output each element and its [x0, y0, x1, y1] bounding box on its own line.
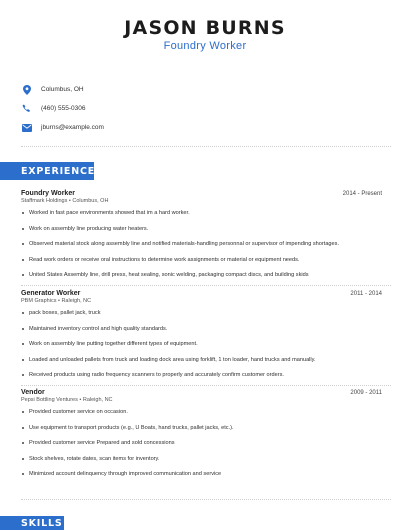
section-heading-experience: EXPERIENCE [0, 162, 94, 180]
job-bullet: United States Assembly line, drill press, heat sealing, sonic welding, packaging compact discs, and building skids [21, 272, 382, 279]
job-bullet: Worked in fast pace environments showed that im a hard worker. [21, 210, 382, 217]
phone-icon [21, 103, 32, 114]
job-dates: 2014 - Present [342, 191, 382, 197]
job-entry [21, 389, 382, 478]
job-bullet: Work on assembly line producing water heaters. [21, 226, 382, 233]
job-role: Foundry Worker [163, 40, 247, 52]
job-title: Foundry Worker [21, 190, 75, 197]
job-bullet-list [21, 310, 382, 379]
company-name: PBM Graphics [21, 298, 57, 304]
job-company-line: PBM Graphics • Raleigh, NC [21, 298, 92, 304]
job-dates: 2011 - 2014 [350, 291, 382, 297]
contact-phone-text: (460) 555-0306 [41, 105, 86, 112]
job-bullet: Read work orders or receive oral instructions to determine work assignments or material or equipment needs. [21, 257, 382, 264]
company-name: Staffmark Holdings [21, 198, 68, 204]
company-location: Columbus, OH [72, 198, 109, 204]
job-divider [21, 285, 391, 286]
company-location: Raleigh, NC [82, 397, 113, 403]
company-name: Pepsi Bottling Ventures [21, 397, 78, 403]
candidate-name: JASON BURNS [124, 17, 286, 39]
job-bullet: Received products using radio frequency scanners to properly and accurately confirm customer orders. [21, 372, 382, 379]
job-bullet: Work on assembly line putting together different types of equipment. [21, 341, 382, 348]
envelope-icon [21, 122, 32, 133]
job-bullet: Minimized account delinquency through improved communication and service [21, 471, 382, 478]
job-bullet-list [21, 210, 382, 279]
job-bullet: Stock shelves, rotate dates, scan items for inventory. [21, 456, 382, 463]
section-divider [21, 499, 391, 500]
contact-email [21, 118, 391, 137]
job-entry [21, 190, 382, 279]
job-bullet: Observed material stock along assembly line and notified materials-handling personnal or supervisor of impending shortages. [21, 241, 382, 248]
contact-location [21, 80, 391, 99]
job-dates: 2009 - 2011 [350, 390, 382, 396]
company-location: Raleigh, NC [61, 298, 92, 304]
location-pin-icon [21, 84, 32, 95]
job-entry [21, 290, 382, 379]
job-bullet-list [21, 409, 382, 478]
job-bullet: Use equipment to transport products (e.g., U Boats, hand trucks, pallet jacks, etc.). [21, 425, 382, 432]
job-bullet: Provided customer service on occasion. [21, 409, 382, 416]
job-title: Generator Worker [21, 290, 81, 297]
job-bullet: pack boxes, pallet jack, truck [21, 310, 382, 317]
contact-block [21, 80, 391, 137]
section-divider [21, 146, 391, 147]
job-company-line: Staffmark Holdings • Columbus, OH [21, 198, 109, 204]
job-company-line: Pepsi Bottling Ventures • Raleigh, NC [21, 397, 113, 403]
contact-phone [21, 99, 391, 118]
contact-location-text: Columbus, OH [41, 86, 84, 93]
job-bullet: Provided customer service Prepared and sold concessions [21, 440, 382, 447]
job-bullet: Maintained inventory control and high quality standards. [21, 326, 382, 333]
job-title: Vendor [21, 389, 45, 396]
section-heading-skills: SKILLS [0, 516, 64, 530]
job-bullet: Loaded and unloaded pallets from truck and loading dock area using forklift, 1 ton loader, hand trucks and manually. [21, 357, 382, 364]
contact-email-text: jburns@example.com [41, 124, 104, 131]
job-divider [21, 385, 391, 386]
